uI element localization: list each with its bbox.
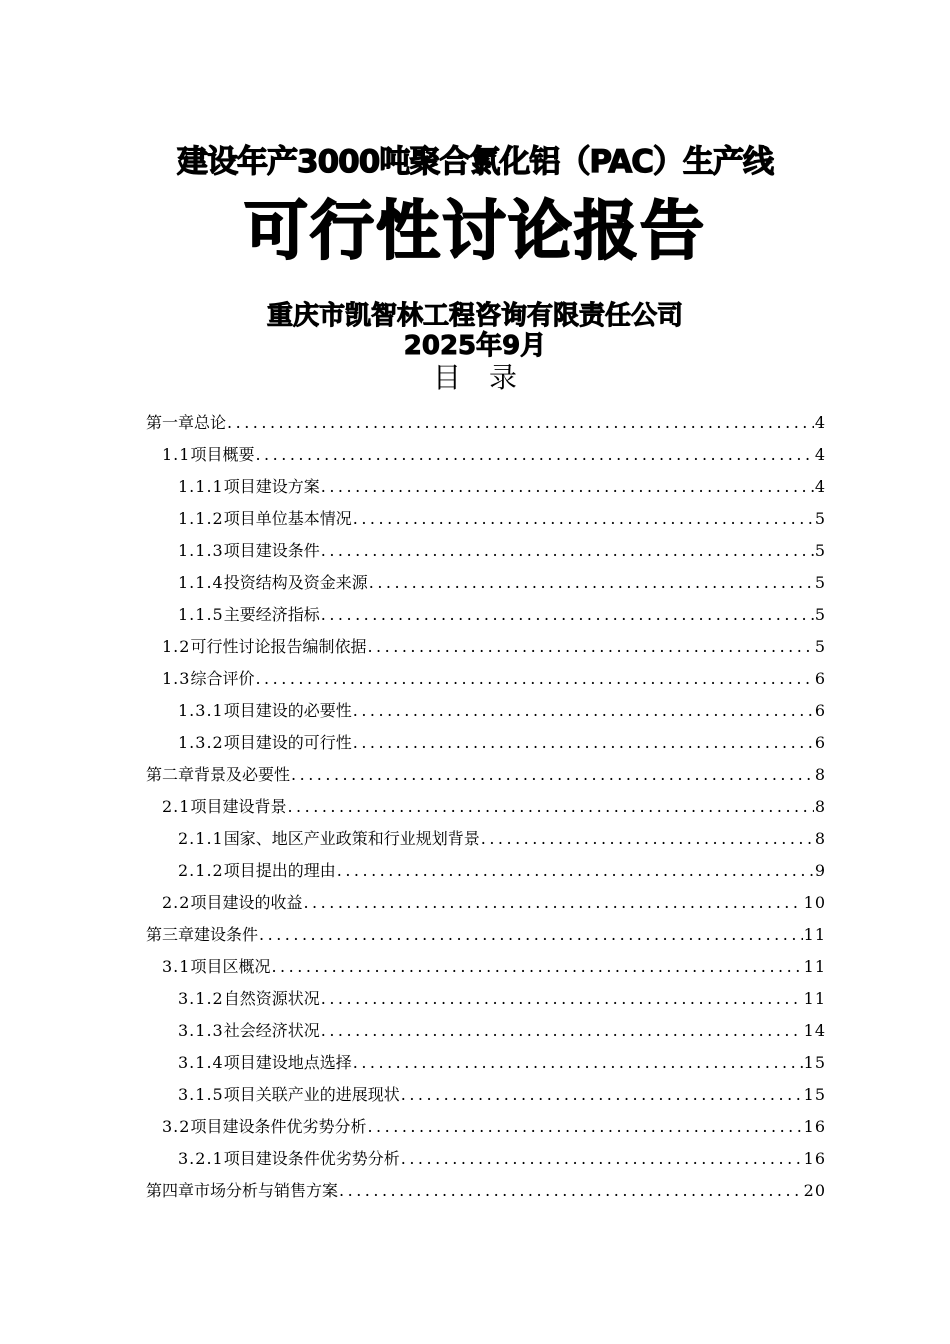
toc-entry-number: 1.2 (162, 637, 191, 656)
toc-leader-dots (401, 1143, 803, 1175)
toc-entry[interactable] (146, 855, 826, 887)
toc-entry-number: 3.1 (162, 957, 191, 976)
toc-entry-number: 2.1 (162, 797, 191, 816)
toc-entry[interactable] (146, 599, 826, 631)
toc-leader-dots (321, 535, 814, 567)
toc-entry-number: 1.3.2 (178, 733, 224, 752)
toc-entry-page: 11 (803, 957, 826, 976)
toc-entry-page: 5 (814, 637, 826, 656)
toc-entry-number: 2.1.1 (178, 829, 224, 848)
toc-leader-dots (321, 1015, 803, 1047)
toc-entry[interactable] (146, 471, 826, 503)
toc-entry[interactable] (146, 1111, 826, 1143)
toc-entry-title: 综合评价 (190, 669, 255, 688)
toc-leader-dots (339, 1175, 803, 1207)
toc-entry[interactable] (146, 663, 826, 695)
toc-entry-title: 项目建设的收益 (190, 893, 303, 912)
toc-entry-title: 项目单位基本情况 (223, 509, 352, 528)
toc-entry-page: 9 (814, 861, 826, 880)
toc-leader-dots (353, 503, 814, 535)
report-date: 2025年9月 (403, 331, 547, 361)
toc-leader-dots (353, 727, 814, 759)
toc-leader-dots (367, 631, 813, 663)
toc-entry-title: 项目建设条件 (223, 541, 320, 560)
toc-leader-dots (369, 567, 814, 599)
toc-entry[interactable] (146, 791, 826, 823)
toc-entry[interactable] (146, 631, 826, 663)
toc-entry-page: 11 (803, 925, 826, 944)
toc-leader-dots (321, 471, 814, 503)
toc-entry[interactable] (146, 727, 826, 759)
toc-entry[interactable] (146, 407, 826, 439)
toc-leader-dots (401, 1079, 803, 1111)
toc-entry-number: 1.1.1 (178, 477, 224, 496)
toc-leader-dots (337, 855, 814, 887)
toc-entry-number: 3.2 (162, 1117, 191, 1136)
toc-entry-number: 3.1.3 (178, 1021, 224, 1040)
toc-entry-page: 16 (803, 1117, 826, 1136)
toc-entry-number: 1.3 (162, 669, 191, 688)
toc-leader-dots (255, 663, 813, 695)
toc-entry[interactable] (146, 887, 826, 919)
toc-entry-title: 项目关联产业的进展现状 (223, 1085, 400, 1104)
toc-entry-number: 2.2 (162, 893, 191, 912)
toc-entry-page: 16 (803, 1149, 826, 1168)
toc-entry-page: 8 (814, 829, 826, 848)
toc-entry-page: 4 (814, 445, 826, 464)
toc-leader-dots (271, 951, 802, 983)
toc-entry-page: 20 (803, 1181, 826, 1200)
toc-entry-number: 1.1.2 (178, 509, 224, 528)
toc-entry-page: 15 (803, 1053, 826, 1072)
toc-entry-page: 11 (803, 989, 826, 1008)
toc-entry-number: 1.1.5 (178, 605, 224, 624)
toc-entry[interactable] (146, 695, 826, 727)
toc-entry-title: 第一章总论 (146, 413, 227, 432)
toc-entry-page: 15 (803, 1085, 826, 1104)
toc-leader-dots (321, 599, 814, 631)
toc-entry[interactable] (146, 1175, 826, 1207)
toc-leader-dots (255, 439, 813, 471)
toc-entry-page: 4 (814, 477, 826, 496)
toc-entry-number: 3.1.4 (178, 1053, 224, 1072)
toc-entry-page: 5 (814, 605, 826, 624)
toc-entry-title: 项目概要 (190, 445, 255, 464)
report-title-line1: 建设年产3000吨聚合氯化铝（PAC）生产线 (177, 144, 773, 180)
toc-entry[interactable] (146, 1143, 826, 1175)
toc-entry-page: 8 (814, 797, 826, 816)
toc-entry-title: 项目建设的必要性 (223, 701, 352, 720)
table-of-contents (146, 407, 826, 1207)
toc-entry[interactable] (146, 567, 826, 599)
toc-entry-page: 8 (814, 765, 826, 784)
toc-entry-title: 项目建设地点选择 (223, 1053, 352, 1072)
toc-entry[interactable] (146, 983, 826, 1015)
toc-entry-title: 项目建设的可行性 (223, 733, 352, 752)
toc-entry-number: 1.1 (162, 445, 191, 464)
toc-entry[interactable] (146, 1015, 826, 1047)
toc-entry-title: 项目建设条件优劣势分析 (223, 1149, 400, 1168)
toc-entry[interactable] (146, 951, 826, 983)
toc-entry-page: 14 (803, 1021, 826, 1040)
toc-leader-dots (481, 823, 814, 855)
toc-leader-dots (291, 759, 814, 791)
toc-entry[interactable] (146, 1079, 826, 1111)
toc-entry[interactable] (146, 1047, 826, 1079)
toc-entry-number: 3.2.1 (178, 1149, 224, 1168)
toc-entry[interactable] (146, 439, 826, 471)
toc-leader-dots (353, 1047, 803, 1079)
toc-entry-page: 5 (814, 573, 826, 592)
toc-entry-title: 项目建设背景 (190, 797, 287, 816)
toc-leader-dots (367, 1111, 802, 1143)
toc-entry-title: 项目建设方案 (223, 477, 320, 496)
report-title-line2: 可行性讨论报告 (244, 195, 706, 269)
toc-entry-number: 1.1.4 (178, 573, 224, 592)
toc-leader-dots (303, 887, 802, 919)
toc-entry-title: 国家、地区产业政策和行业规划背景 (223, 829, 480, 848)
toc-entry-page: 6 (814, 733, 826, 752)
toc-entry-number: 2.1.2 (178, 861, 224, 880)
toc-entry-page: 4 (814, 413, 826, 432)
company-name: 重庆市凯智林工程咨询有限责任公司 (266, 301, 683, 331)
toc-leader-dots (321, 983, 803, 1015)
toc-entry-page: 5 (814, 541, 826, 560)
toc-leader-dots (227, 407, 814, 439)
toc-entry-number: 1.1.3 (178, 541, 224, 560)
toc-entry-title: 主要经济指标 (223, 605, 320, 624)
toc-leader-dots (353, 695, 814, 727)
toc-leader-dots (287, 791, 813, 823)
toc-entry-title: 项目建设条件优劣势分析 (190, 1117, 367, 1136)
toc-entry-title: 第二章背景及必要性 (146, 765, 291, 784)
toc-entry-page: 6 (814, 701, 826, 720)
toc-entry-number: 1.3.1 (178, 701, 224, 720)
toc-entry-title: 可行性讨论报告编制依据 (190, 637, 367, 656)
toc-entry-title: 社会经济状况 (223, 1021, 320, 1040)
toc-entry-page: 6 (814, 669, 826, 688)
toc-entry[interactable] (146, 503, 826, 535)
toc-entry-title: 第三章建设条件 (146, 925, 259, 944)
toc-entry-number: 3.1.2 (178, 989, 224, 1008)
toc-entry[interactable] (146, 535, 826, 567)
toc-entry[interactable] (146, 919, 826, 951)
toc-entry[interactable] (146, 823, 826, 855)
toc-heading: 目录 (432, 361, 545, 394)
toc-leader-dots (259, 919, 803, 951)
toc-entry-title: 第四章市场分析与销售方案 (146, 1181, 339, 1200)
toc-entry-title: 自然资源状况 (223, 989, 320, 1008)
toc-entry-title: 投资结构及资金来源 (223, 573, 368, 592)
toc-entry-page: 5 (814, 509, 826, 528)
toc-entry[interactable] (146, 759, 826, 791)
toc-entry-number: 3.1.5 (178, 1085, 224, 1104)
toc-entry-page: 10 (803, 893, 826, 912)
toc-entry-title: 项目提出的理由 (223, 861, 336, 880)
toc-entry-title: 项目区概况 (190, 957, 271, 976)
